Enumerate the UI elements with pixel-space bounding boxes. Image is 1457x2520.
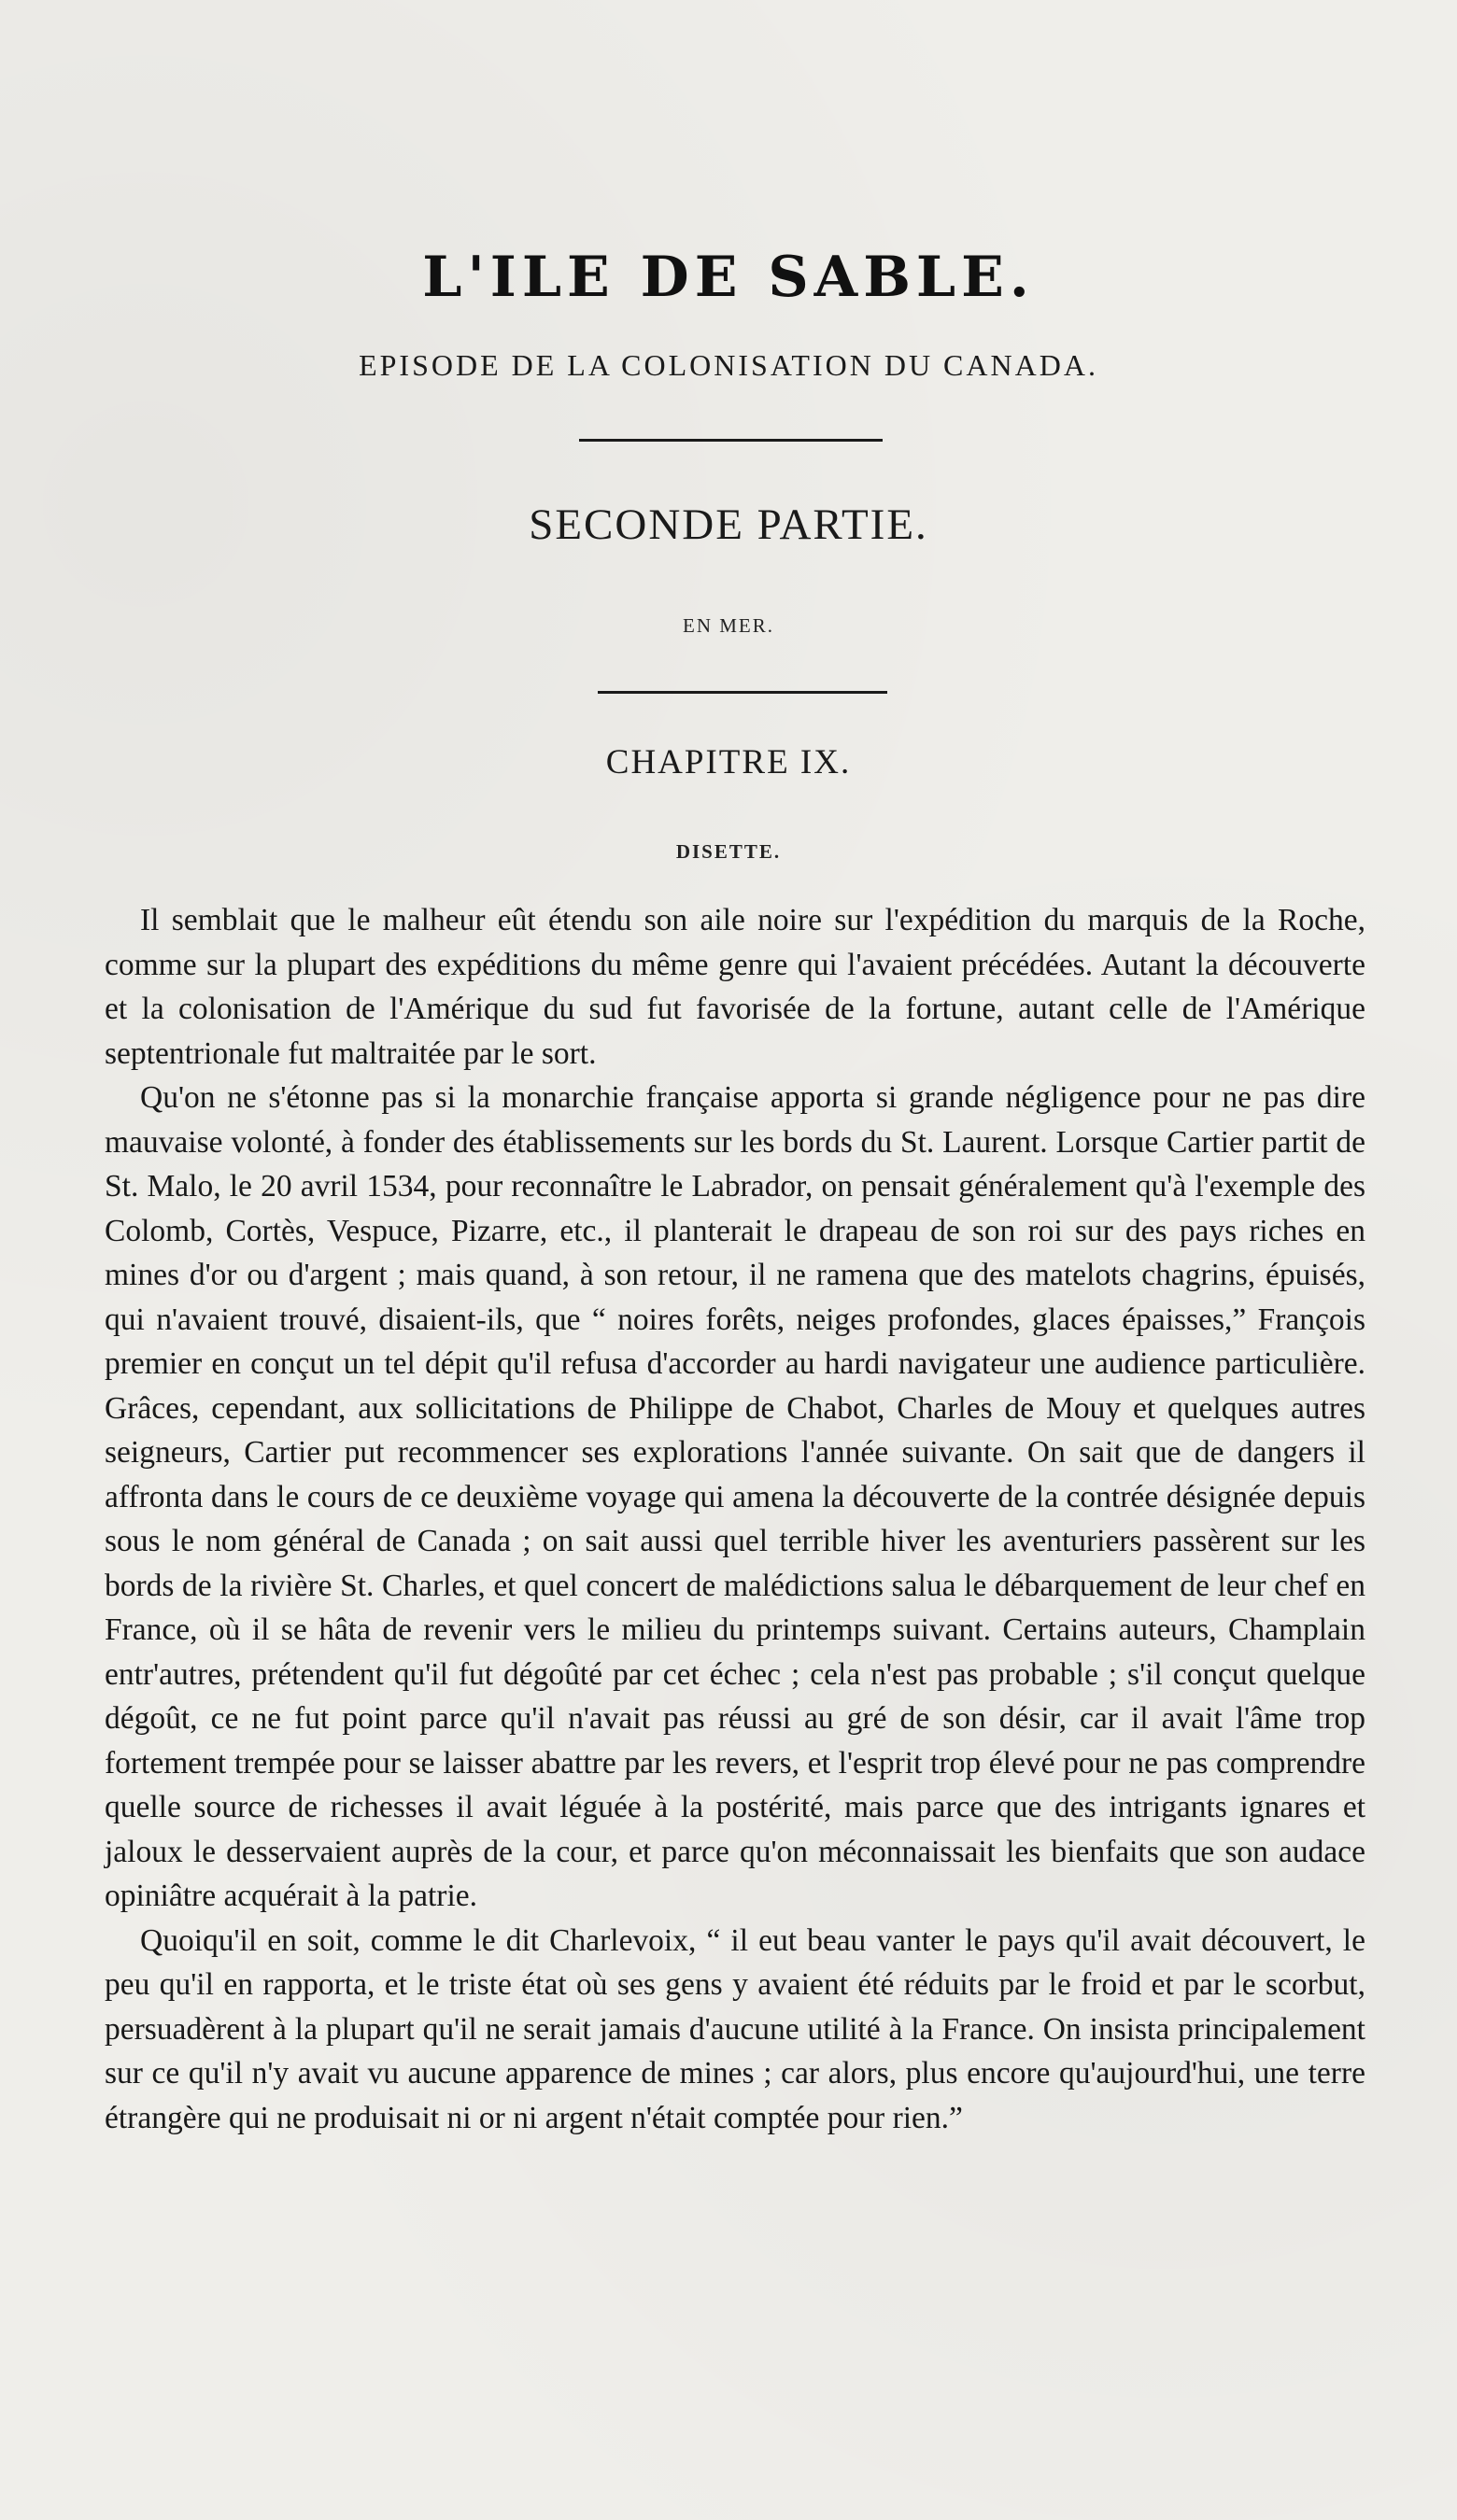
paragraph: Qu'on ne s'étonne pas si la monarchie française apporta si grande négligence pour ne pas dire mauvaise volonté, à fonder des établissements sur les bords du St. Laurent. Lorsque Cartier partit de St. Malo, le 20 avril 1534, pour reconnaître le Labrador, on pensait généralement qu'à l'exemple des Colomb, Cortès, Vespuce, Pizarre, etc., il planterait le drapeau de son roi sur des pays riches en mines d'or ou d'argent ; mais quand, à son retour, il ne ramena que des matelots chagrins, épuisés, qui n'avaient trouvé, disaient-ils, que “ noires forêts, neiges profondes, glaces épaisses,” François premier en conçut un tel dépit qu'il refusa d'accorder au hardi navigateur une audience particulière. Grâces, cependant, aux sollicitations de Philippe de Chabot, Charles de Mouy et quelques autres seigneurs, Cartier put recommencer ses explorations l'année suivante. On sait que de dangers il affronta dans le cours de ce deuxième voyage qui amena la découverte de la contrée désignée depuis sous le nom général de Canada ; on sait aussi quel terrible hiver les aventuriers passèrent sur les bords de la rivière St. Charles, et quel concert de malédictions salua le débarquement de leur chef en France, où il se hâta de revenir vers le milieu du printemps suivant. Certains auteurs, Champlain entr'autres, prétendent qu'il fut dégoûté par cet échec ; cela n'est pas probable ; s'il conçut quelque dégoût, ce ne fut point parce qu'il n'avait pas réussi au gré de son désir, car il avait l'âme trop fortement trempée pour se laisser abattre par les revers, et l'esprit trop élevé pour ne pas comprendre quelle source de richesses il avait léguée à la postérité, mais parce que des intrigants ignares et jaloux le desservaient auprès de la cour, et parce qu'on méconnaissait les bienfaits que son audace opiniâtre acquérait à la patrie.: [105, 1080, 1365, 1913]
paragraph: Quoiqu'il en soit, comme le dit Charlevoix, “ il eut beau vanter le pays qu'il avait découvert, le peu qu'il en rapporta, et le triste état où ses gens y avaient été réduits par le froid et par le scorbut, persuadèrent à la plupart qu'il ne serait jamais d'aucune utilité à la France. On insista principalement sur ce qu'il n'y avait vu aucune apparence de mines ; car alors, plus encore qu'aujourd'hui, une terre étrangère qui ne produisait ni or ni argent n'était comptée pour rien.”: [105, 1922, 1365, 2135]
divider-rule: [598, 691, 887, 694]
book-title: L'ILE DE SABLE.: [422, 245, 1035, 310]
paragraph: Il semblait que le malheur eût étendu son aile noire sur l'expédition du marquis de la Roche, comme sur la plupart des expéditions du même genre qui l'avaient précédées. Autant la découverte et la colonisation de l'Amérique du sud fut favorisée de la fortune, autant celle de l'Amérique septentrionale fut maltraitée par le sort.: [105, 903, 1365, 1071]
part-subtitle: EN MER.: [683, 614, 774, 637]
part-title: SECONDE PARTIE.: [529, 500, 928, 549]
chapter-title: CHAPITRE IX.: [605, 743, 852, 781]
body-text: [105, 898, 1365, 2140]
book-subtitle: EPISODE DE LA COLONISATION DU CANADA.: [359, 348, 1098, 382]
divider-rule: [579, 439, 883, 442]
chapter-subtitle: DISETTE.: [675, 840, 782, 863]
